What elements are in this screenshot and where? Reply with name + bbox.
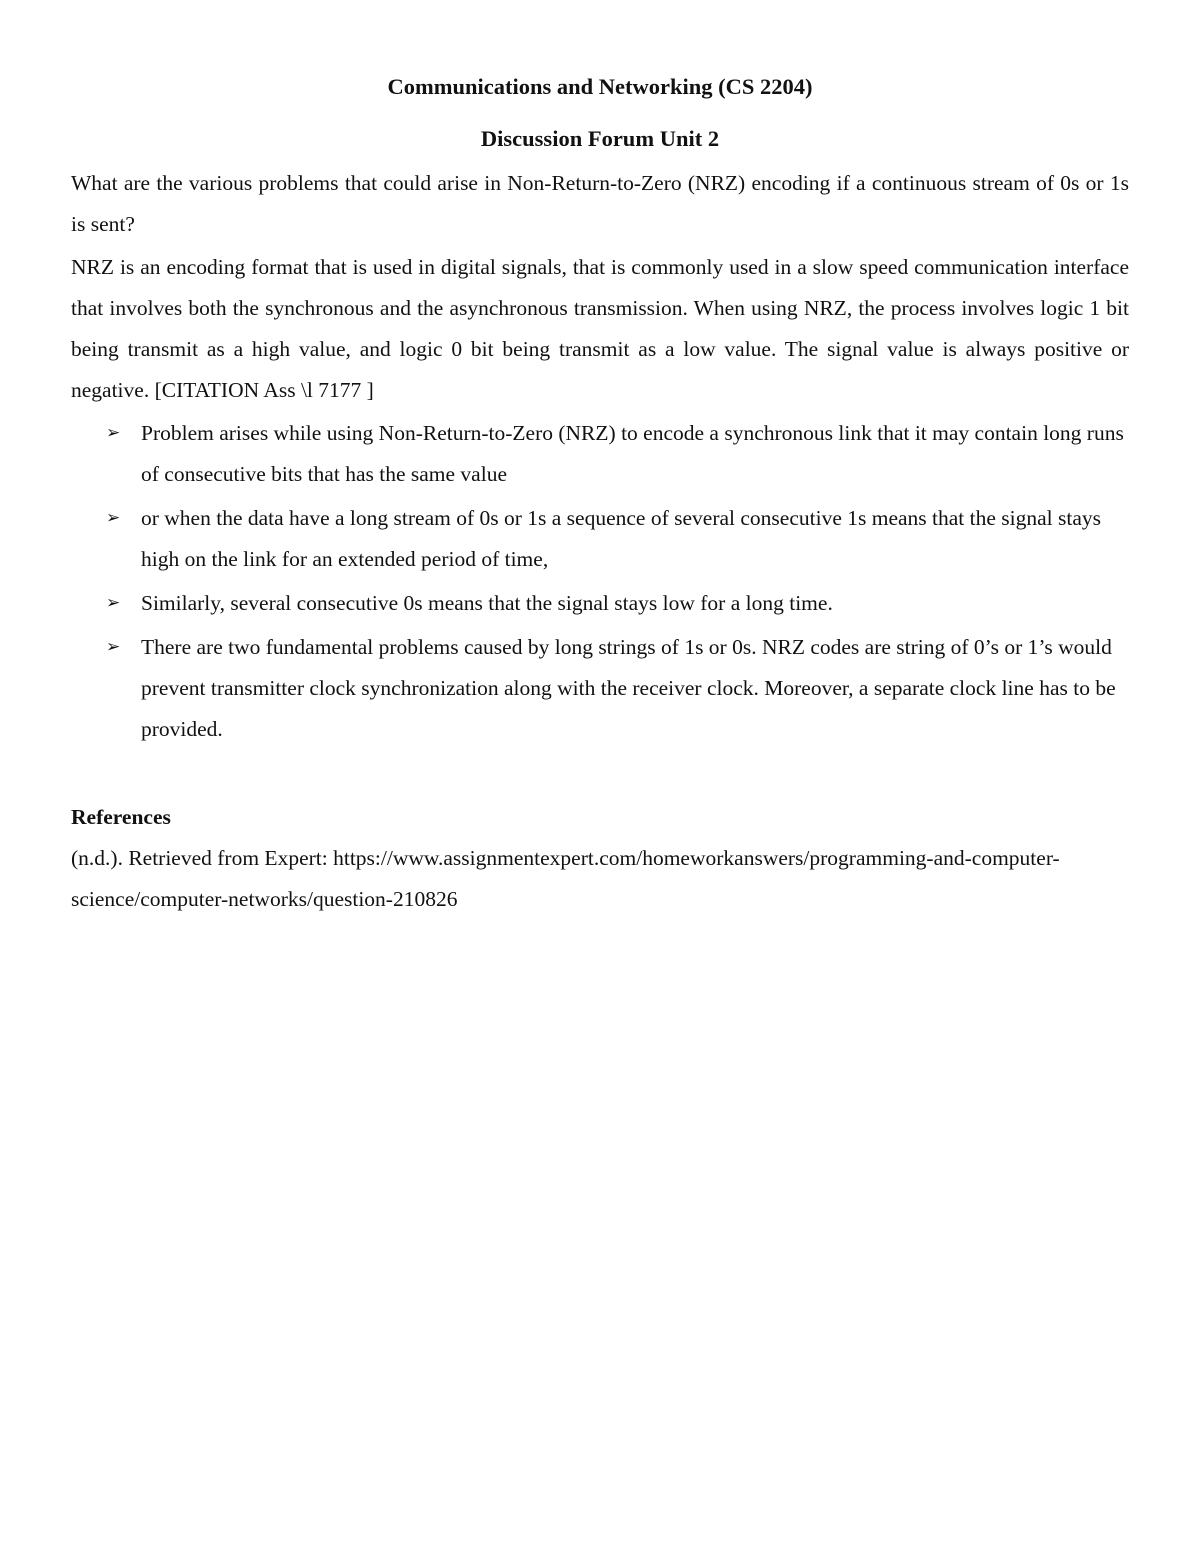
bullet-text: There are two fundamental problems caused by long strings of 1s or 0s. NRZ codes are string of 0’s or 1’s would prevent transmitter clock synchronization along with the receiver clock. Moreover, a separate clock line has to be provided. <box>141 635 1116 741</box>
bullet-item <box>71 627 1129 750</box>
arrowhead-bullet-icon: ➢ <box>106 637 121 657</box>
bullet-text: Similarly, several consecutive 0s means that the signal stays low for a long time. <box>141 591 833 615</box>
bullet-list <box>71 413 1129 750</box>
bullet-text: Problem arises while using Non-Return-to-Zero (NRZ) to encode a synchronous link that it may contain long runs of consecutive bits that has the same value <box>141 421 1124 486</box>
bullet-text: or when the data have a long stream of 0s or 1s a sequence of several consecutive 1s means that the signal stays high on the link for an extended period of time, <box>141 506 1102 571</box>
document-body <box>71 66 1129 920</box>
bullet-item <box>71 498 1129 580</box>
arrowhead-bullet-icon: ➢ <box>106 423 121 443</box>
bullet-item <box>71 583 1129 624</box>
question-paragraph: What are the various problems that could arise in Non-Return-to-Zero (NRZ) encoding if a continuous stream of 0s or 1s is sent? <box>71 171 1129 236</box>
reference-entry: (n.d.). Retrieved from Expert: https://www.assignmentexpert.com/homeworkanswers/programming-and-computer-science/computer-networks/question-210826 <box>71 846 1060 911</box>
bullet-item <box>71 413 1129 495</box>
arrowhead-bullet-icon: ➢ <box>106 593 121 613</box>
intro-paragraph: NRZ is an encoding format that is used in digital signals, that is commonly used in a slow speed communication interface that involves both the synchronous and the asynchronous transmission. When using NRZ, the process involves logic 1 bit being transmit as a high value, and logic 0 bit being transmit as a low value. The signal value is always positive or negative. [CITATION Ass \l 7177 ] <box>71 255 1129 402</box>
document-subtitle: Discussion Forum Unit 2 <box>480 126 720 151</box>
arrowhead-bullet-icon: ➢ <box>106 508 121 528</box>
document-title: Communications and Networking (CS 2204) <box>387 74 813 99</box>
references-heading: References <box>71 805 171 829</box>
